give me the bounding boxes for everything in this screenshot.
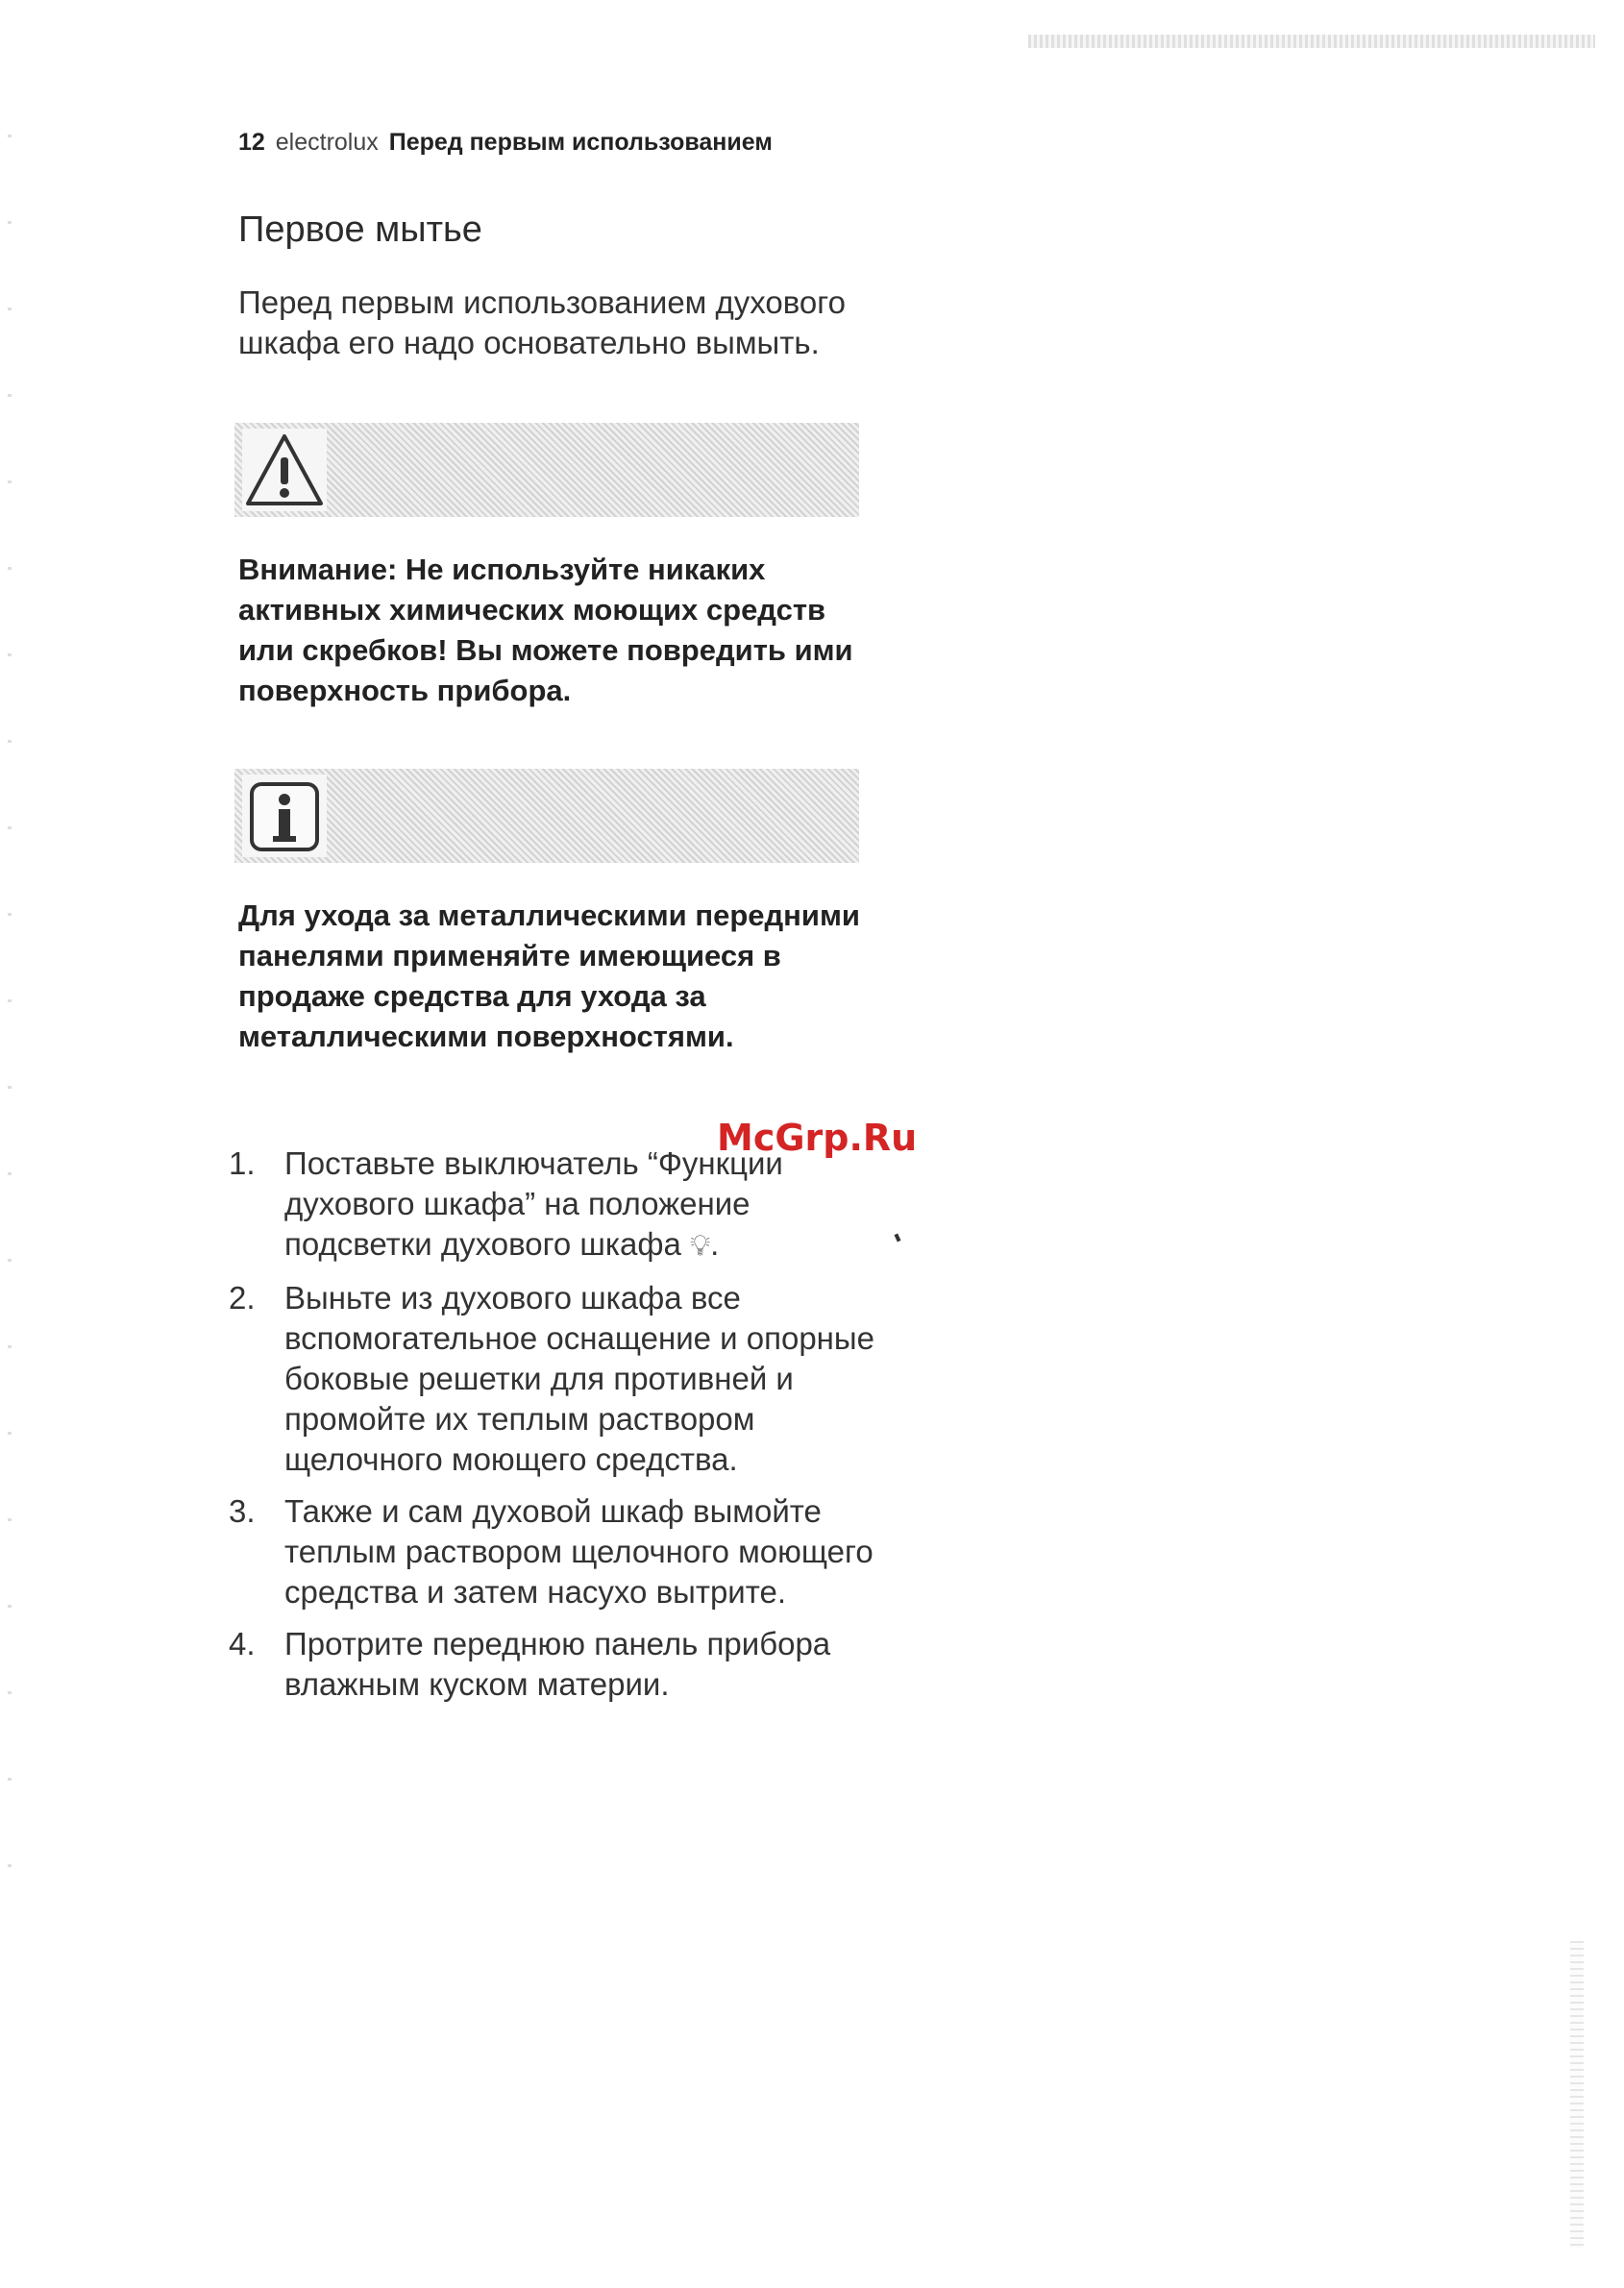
step-text: Поставьте выключатель “Функции духового шкафа” на положение подсветки духового шкафа	[284, 1145, 783, 1262]
warning-banner	[234, 423, 859, 517]
warning-text: Внимание: Не используйте никаких активных химических моющих средств или скребков! Вы можете повредить ими поверхность прибора.	[238, 553, 853, 707]
intro-paragraph: Перед первым использованием духового шкафа его надо основательно вымыть.	[238, 284, 846, 360]
list-item	[229, 1144, 882, 1267]
step-suffix: .	[710, 1226, 720, 1262]
section-title: Перед первым использованием	[388, 129, 773, 156]
watermark: McGrp.Ru	[717, 1117, 918, 1159]
list-item	[229, 1624, 882, 1705]
info-text: Для ухода за металлическими передними панелями применяйте имеющиеся в продаже средства для ухода за металлическими поверхностями.	[238, 898, 860, 1053]
oven-light-icon: 💡︎	[690, 1230, 711, 1262]
scan-speck	[894, 1234, 900, 1242]
warning-triangle-icon	[242, 429, 327, 511]
page-header	[238, 129, 773, 157]
page-number: 12	[238, 129, 265, 156]
info-banner	[234, 769, 859, 863]
step-text: Протрите переднюю панель прибора влажным куском материи.	[284, 1626, 831, 1702]
list-item	[229, 1278, 882, 1480]
step-text: Также и сам духовой шкаф вымойте теплым раствором щелочного моющего средства и затем насухо вытрите.	[284, 1493, 874, 1610]
scan-artifact-right	[1570, 1941, 1584, 2249]
scan-artifact-top	[1028, 35, 1595, 48]
page-title: Первое мытье	[238, 209, 482, 250]
step-text: Выньте из духового шкафа все вспомогательное оснащение и опорные боковые решетки для противней и промойте их теплым раствором щелочного моющего средства.	[284, 1280, 874, 1477]
step-number: 2.	[229, 1280, 256, 1316]
list-item	[229, 1491, 882, 1612]
info-icon	[242, 775, 327, 857]
step-number: 4.	[229, 1626, 256, 1661]
step-number: 1.	[229, 1145, 256, 1181]
brand-name: electrolux	[275, 129, 379, 156]
step-number: 3.	[229, 1493, 256, 1529]
scan-artifact-left	[8, 135, 12, 1883]
steps-list	[229, 1144, 882, 1716]
